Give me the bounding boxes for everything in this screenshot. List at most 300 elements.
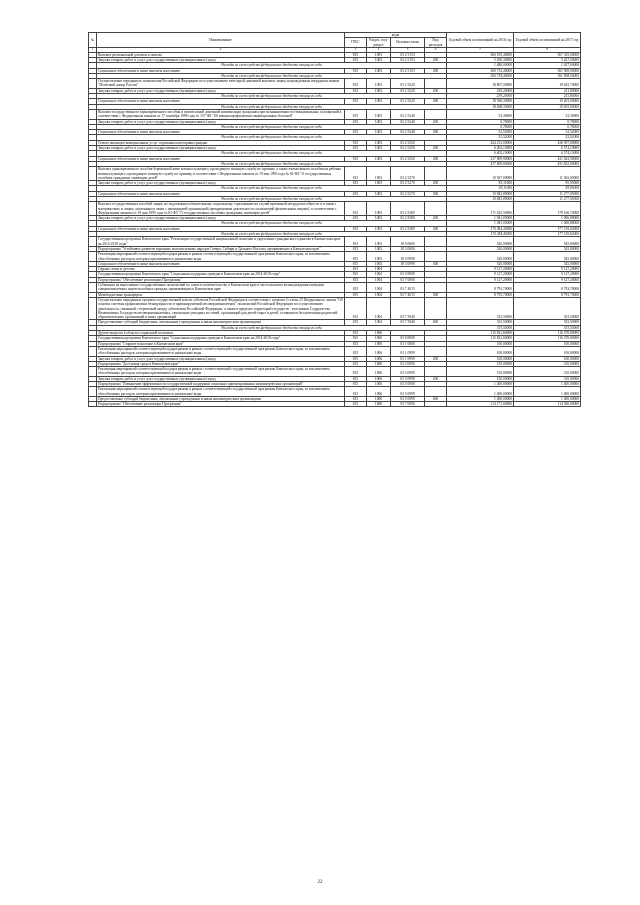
target-cell: 03 3 0999 (391, 376, 425, 381)
name-cell: Осуществление переданных органам государственной власти субъектов Российской Федерации в соответствии с пунктом 3 статьи 25 Федерального закона "Об основах системы профилактики безнадзорности и правонарушений несовершеннолетних" полномочий Российской Федерации по осуществлению деятельности, связанной с перевозкой между субъектами Российской Федерации, а также в пределах территорий государств - участников Содружества Независимых Государств несовершеннолетних, самовольно ушедших из семей, организаций для детей-сирот и детей, оставшихся без попечения родителей, образовательных организаций и иных организаций (98, 297, 343, 320)
amount-2016-cell: 9 127,20000 (447, 267, 514, 272)
row-number-cell (89, 237, 97, 247)
grbs-cell: 815 (345, 88, 367, 93)
amount-2017-cell: 85,95000 (514, 181, 581, 186)
target-cell: 03 2 5220 (391, 88, 425, 93)
amount-2017-cell: 310,00000 (514, 367, 581, 377)
name-cell: Подпрограмма "Доступная среда в Камчатском крае" (97, 361, 345, 366)
name-cell: Выплата государственного единовременного пособия и ежемесячной денежной компенсации гражданам при возникновении поствакцинальных осложнений в соответствии с Федеральным законом от 17 сентября 1998 года № 157-ФЗ "Об иммунопрофилактике инфекционных болезней" (97, 109, 345, 119)
grbs-cell: 815 (345, 396, 367, 401)
amount-2016-cell: 5 450,30000 (447, 57, 514, 62)
table-row (89, 346, 581, 356)
section-cell: 1006 (367, 341, 391, 346)
grbs-cell: 815 (345, 130, 367, 135)
table-row (89, 202, 581, 216)
vid-cell (425, 252, 447, 262)
amount-2017-cell: 8 793,70000 (514, 292, 581, 297)
vid-cell: 200 (425, 146, 447, 151)
grbs-cell: 815 (345, 387, 367, 397)
amount-2017-cell: 1 400,00000 (514, 396, 581, 401)
amount-2017-cell: 11 277,05000 (514, 197, 581, 202)
grbs-cell: 815 (345, 261, 367, 266)
name-cell: Подпрограмма "Обеспечение реализации Программы" (97, 402, 345, 407)
section-cell: 1006 (367, 396, 391, 401)
section-cell: 1003 (367, 119, 391, 124)
name-cell: Социальное обеспечение и иные выплаты населению (97, 99, 345, 104)
target-cell: 03 7 4015 (391, 283, 425, 293)
budget-document (88, 32, 580, 407)
row-number-cell (89, 252, 97, 262)
vid-cell: 200 (425, 119, 447, 124)
target-cell: 03 2 5240 (391, 130, 425, 135)
amount-2017-cell: 9 127,20000 (514, 272, 581, 277)
vid-cell: 200 (425, 88, 447, 93)
header-section: Раздел, под-раздел (367, 38, 391, 48)
column-number: 1 (89, 47, 97, 52)
target-cell: 03 2 5270 (391, 191, 425, 196)
section-cell: 1006 (367, 376, 391, 381)
amount-2017-cell: 9 127,20000 (514, 267, 581, 272)
table-row (89, 402, 581, 407)
column-number: 4 (367, 47, 391, 52)
row-number-cell (89, 79, 97, 89)
name-cell: Закупка товаров, работ и услуг для государственных (муниципальных) нужд (97, 216, 345, 221)
section-cell: 1004 (367, 272, 391, 277)
target-cell: 03 2 5240 (391, 109, 425, 119)
amount-2017-cell: 1 427,00000 (514, 63, 581, 68)
target-cell: 18 3 0999 (391, 261, 425, 266)
section-cell: 1004 (367, 292, 391, 297)
section-cell: 1006 (367, 331, 391, 336)
section-cell: 1003 (367, 52, 391, 57)
amount-2016-cell: 83,11000 (447, 186, 514, 191)
section-cell: 1004 (367, 267, 391, 272)
section-cell: 1003 (367, 79, 391, 89)
amount-2017-cell: 52,52000 (514, 130, 581, 135)
target-cell: 03 2 5270 (391, 167, 425, 181)
target-cell: 18 3 0999 (391, 252, 425, 262)
amount-2017-cell: 333,50000 (514, 320, 581, 325)
amount-2016-cell: 360 734,40000 (447, 68, 514, 73)
target-cell: 03 5 0999 (391, 396, 425, 401)
vid-cell (425, 283, 447, 293)
amount-2017-cell: 19 403,90000 (514, 104, 581, 109)
vid-cell (425, 79, 447, 89)
note-cell: Расходы за счет средств федерального бюджета текущего года (97, 221, 447, 226)
name-cell: Социальное обеспечение и иные выплаты населению (97, 68, 345, 73)
name-cell: Выплата региональной доплаты к пенсии (97, 52, 345, 57)
header-name: Наименование (97, 33, 345, 48)
name-cell: Подпрограмма "Устойчивое развитие коренных малочисленных народов Севера, Сибири и Дальнего Востока, проживающих в Камчатском крае" (97, 246, 345, 251)
amount-2017-cell: 438 397,00000 (514, 140, 581, 145)
name-cell: Выплата государственных пособий лицам, не подлежащим обязательному социальному страхованию на случай временной нетрудоспособности и в связи с материнством, и лицам, уволенным в связи с ликвидацией организаций (прекращением деятельности, полномочий физическими лицами), в соответствии с Федеральным законом от 19 мая 1995 года № 81-ФЗ "О государственных пособиях гражданам, имеющим детей" (97, 202, 345, 216)
name-cell: Закупка товаров, работ и услуг для государственных (муниципальных) нужд (97, 57, 345, 62)
amount-2016-cell: 417 809,90000 (447, 156, 514, 161)
amount-2016-cell: 10 927,00000 (447, 167, 514, 181)
amount-2017-cell: 545,00000 (514, 261, 581, 266)
section-cell: 1003 (367, 237, 391, 247)
vid-cell: 300 (425, 99, 447, 104)
vid-cell (425, 202, 447, 216)
grbs-cell: 815 (345, 181, 367, 186)
name-cell: Межбюджетные трансферты (97, 292, 345, 297)
section-cell: 1004 (367, 320, 391, 325)
section-cell: 1006 (367, 346, 391, 356)
amount-2017-cell: 5 427,00000 (514, 57, 581, 62)
vid-cell (425, 167, 447, 181)
grbs-cell: 815 (345, 237, 367, 247)
amount-2016-cell: 520,00000 (447, 252, 514, 262)
table-row (89, 252, 581, 262)
amount-2017-cell: 114 568,00000 (514, 402, 581, 407)
amount-2017-cell: 9 127,20000 (514, 277, 581, 282)
vid-cell: 300 (425, 156, 447, 161)
amount-2016-cell: 10 843,89000 (447, 191, 514, 196)
amount-2016-cell: 53,30000 (447, 109, 514, 119)
header-target: Целевая статья (391, 38, 425, 48)
column-number: 5 (391, 47, 425, 52)
vid-cell: 300 (425, 191, 447, 196)
grbs-cell: 815 (345, 167, 367, 181)
vid-cell: 500 (425, 292, 447, 297)
section-cell: 1003 (367, 68, 391, 73)
target-cell: 03 2 5153 (391, 52, 425, 57)
target-cell: 03 5 0000 (391, 381, 425, 386)
section-cell: 1006 (367, 402, 391, 407)
target-cell: 03 0 0000 (391, 336, 425, 341)
name-cell: Другие вопросы в области социальной политики (97, 331, 345, 336)
column-number: 2 (97, 47, 345, 52)
amount-2016-cell: 1 400,00000 (447, 396, 514, 401)
amount-2016-cell: 100,00000 (447, 341, 514, 346)
note-cell: Расходы за счет средств федерального бюджета текущего года (97, 124, 447, 129)
target-cell: 03 3 0999 (391, 367, 425, 377)
amount-2016-cell: 100,00000 (447, 346, 514, 356)
grbs-cell: 815 (345, 252, 367, 262)
name-cell: Закупка товаров, работ и услуг для государственных (муниципальных) нужд (97, 146, 345, 151)
grbs-cell: 815 (345, 99, 367, 104)
row-number-cell (89, 402, 97, 407)
name-cell: Закупка товаров, работ и услуг для государственных (муниципальных) нужд (97, 119, 345, 124)
note-cell: Расходы за счет средств федерального бюджета текущего года (97, 232, 447, 237)
grbs-cell: 815 (345, 191, 367, 196)
target-cell: 03 2 5220 (391, 99, 425, 104)
section-cell: 1003 (367, 167, 391, 181)
vid-cell: 300 (425, 261, 447, 266)
amount-2017-cell: 19 625,70000 (514, 79, 581, 89)
amount-2016-cell: 1 041,05000 (447, 216, 514, 221)
column-number: 7 (447, 47, 514, 52)
amount-2016-cell: 171 425,50000 (447, 202, 514, 216)
amount-2017-cell: 100,00000 (514, 346, 581, 356)
amount-2016-cell: 239,20000 (447, 88, 514, 93)
amount-2017-cell: 19 403,90000 (514, 99, 581, 104)
name-cell: Субвенции на выполнение государственных полномочий по опеке и попечительству в Камчатском крае в части выплаты вознаграждения опекунам совершеннолетних недееспособных граждан, проживающим в Камчатском крае (97, 283, 345, 293)
vid-cell: 200 (425, 57, 447, 62)
amount-2016-cell: 424 212,00000 (447, 140, 514, 145)
amount-2016-cell: 170 384,45000 (447, 226, 514, 231)
budget-table (88, 32, 581, 407)
amount-2016-cell: 18 568,30000 (447, 104, 514, 109)
amount-2016-cell: 1 041,05000 (447, 221, 514, 226)
vid-cell (425, 297, 447, 319)
section-cell: 1006 (367, 361, 391, 366)
amount-2016-cell: 239,20000 (447, 94, 514, 99)
target-cell: 03 7 0000 (391, 402, 425, 407)
row-number-cell (89, 297, 97, 319)
amount-2016-cell: 8 793,70000 (447, 292, 514, 297)
target-cell: 03 1 0000 (391, 341, 425, 346)
target-cell: 03 7 4015 (391, 292, 425, 297)
vid-cell: 200 (425, 376, 447, 381)
vid-cell: 300 (425, 226, 447, 231)
vid-cell: 600 (425, 396, 447, 401)
target-cell: 03 7 0000 (391, 277, 425, 282)
amount-2016-cell: 333,50000 (447, 325, 514, 330)
amount-2017-cell: 310,00000 (514, 361, 581, 366)
grbs-cell: 815 (345, 79, 367, 89)
grbs-cell: 815 (345, 119, 367, 124)
header-grbs: ГРБС (345, 38, 367, 48)
section-cell: 1003 (367, 156, 391, 161)
amount-2016-cell: 18 807,50000 (447, 79, 514, 89)
amount-2017-cell: 100,00000 (514, 341, 581, 346)
name-cell: Оплата жилищно-коммунальных услуг отдельным категориям граждан (97, 140, 345, 145)
grbs-cell: 815 (345, 361, 367, 366)
amount-2017-cell: 545,00000 (514, 237, 581, 247)
grbs-cell: 815 (345, 140, 367, 145)
note-cell: Расходы за счет средств федерального бюджета текущего года (97, 94, 447, 99)
amount-2017-cell: 361 908,00000 (514, 73, 581, 78)
name-cell: Социальное обеспечение и иные выплаты населению (97, 156, 345, 161)
name-cell: Предоставление субсидий бюджетным, автономным учреждениям и иным некоммерческим организациям (97, 320, 345, 325)
section-cell: 1003 (367, 202, 391, 216)
grbs-cell: 815 (345, 356, 367, 361)
target-cell: 03 2 5240 (391, 119, 425, 124)
section-cell: 1003 (367, 99, 391, 104)
amount-2017-cell: 11 363,00000 (514, 167, 581, 181)
amount-2016-cell: 115 821,60000 (447, 336, 514, 341)
grbs-cell: 815 (345, 202, 367, 216)
note-cell: Расходы за счет средств федерального бюджета текущего года (97, 135, 447, 140)
amount-2016-cell: 52,52000 (447, 130, 514, 135)
amount-2017-cell: 11 277,05000 (514, 191, 581, 196)
target-cell: 03 2 5153 (391, 68, 425, 73)
note-cell: Расходы за счет средств федерального бюджета текущего года (97, 197, 447, 202)
section-cell: 1006 (367, 367, 391, 377)
amount-2016-cell: 150,00000 (447, 367, 514, 377)
column-number: 6 (425, 47, 447, 52)
amount-2017-cell: 100,00000 (514, 356, 581, 361)
amount-2017-cell: 53,30000 (514, 109, 581, 119)
table-row (89, 367, 581, 377)
name-cell: Реализация мероприятий соответствующей подпрограммы в рамках соответствующей государственной программы Камчатского края, за исключением обособленных расходов, которым присваиваются уникальные коды (97, 252, 345, 262)
vid-cell (425, 402, 447, 407)
target-cell: 03 2 5380 (391, 226, 425, 231)
grbs-cell: 815 (345, 146, 367, 151)
amount-2016-cell: 150,00000 (447, 376, 514, 381)
name-cell: Подпрограмма "Обеспечение реализации Программы" (97, 277, 345, 282)
vid-cell: 300 (425, 68, 447, 73)
amount-2016-cell: 1 400,00000 (447, 387, 514, 397)
grbs-cell: 815 (345, 277, 367, 282)
amount-2016-cell: 520,00000 (447, 261, 514, 266)
target-cell: 03 1 0999 (391, 346, 425, 356)
grbs-cell: 815 (345, 272, 367, 277)
vid-cell (425, 237, 447, 247)
row-number-cell (89, 346, 97, 356)
grbs-cell: 815 (345, 292, 367, 297)
table-row (89, 237, 581, 247)
name-cell: Социальное обеспечение и иные выплаты населению (97, 191, 345, 196)
amount-2017-cell: 52,52000 (514, 135, 581, 140)
target-cell: 03 2 5250 (391, 146, 425, 151)
name-cell: Закупка товаров, работ и услуг для государственных (муниципальных) нужд (97, 88, 345, 93)
amount-2016-cell: 9 127,20000 (447, 277, 514, 282)
amount-2017-cell: 367 335,00000 (514, 52, 581, 57)
note-cell: Расходы за счет средств федерального бюджета текущего года (97, 104, 447, 109)
amount-2016-cell: 170 384,45000 (447, 232, 514, 237)
target-cell: 03 7 5940 (391, 320, 425, 325)
amount-2017-cell: 116 378,00000 (514, 336, 581, 341)
grbs-cell: 815 (345, 68, 367, 73)
amount-2016-cell: 150,00000 (447, 361, 514, 366)
amount-2017-cell: 333,50000 (514, 297, 581, 319)
amount-2016-cell: 520,00000 (447, 237, 514, 247)
amount-2016-cell: 366 185,40000 (447, 52, 514, 57)
amount-2016-cell: 6 402,10000 (447, 151, 514, 156)
row-number-cell (89, 367, 97, 377)
grbs-cell: 815 (345, 320, 367, 325)
grbs-cell: 815 (345, 346, 367, 356)
vid-cell: 300 (425, 130, 447, 135)
amount-2017-cell: 1 400,00000 (514, 381, 581, 386)
vid-cell (425, 346, 447, 356)
name-cell: Социальное обеспечение и иные выплаты населению (97, 261, 345, 266)
amount-2016-cell: 83,11000 (447, 181, 514, 186)
amount-2016-cell: 115 821,60000 (447, 331, 514, 336)
note-cell: Расходы за счет средств федерального бюджета текущего года (97, 73, 447, 78)
target-cell: 03 7 5940 (391, 297, 425, 319)
amount-2017-cell: 333,50000 (514, 325, 581, 330)
name-cell: Предоставление субсидий бюджетным, автономным учреждениям и иным некоммерческим организациям (97, 396, 345, 401)
section-cell: 1004 (367, 277, 391, 282)
name-cell: Реализация мероприятий соответствующей подпрограммы в рамках соответствующей государственной программы Камчатского края, за исключением обособленных расходов, которым присваиваются уникальные коды (97, 346, 345, 356)
section-cell: 1003 (367, 140, 391, 145)
section-cell: 1003 (367, 109, 391, 119)
name-cell: Охрана семьи и детства (97, 267, 345, 272)
note-cell: Расходы за счет средств федерального бюджета текущего года (97, 63, 447, 68)
grbs-cell: 815 (345, 156, 367, 161)
name-cell: Государственная программа Камчатского края "Социальная поддержка граждан в Камчатском крае на 2014-2018 годы" (97, 272, 345, 277)
vid-cell: 600 (425, 320, 447, 325)
amount-2016-cell: 1 486,00000 (447, 63, 514, 68)
amount-2017-cell: 211,80000 (514, 88, 581, 93)
name-cell: Социальное обеспечение и иные выплаты населению (97, 226, 345, 231)
section-cell: 1003 (367, 261, 391, 266)
amount-2016-cell: 0,78000 (447, 124, 514, 129)
target-cell: 03 2 5380 (391, 202, 425, 216)
amount-2017-cell: 177 159,82000 (514, 226, 581, 231)
amount-2017-cell: 361 908,00000 (514, 68, 581, 73)
amount-2017-cell: 431 822,90000 (514, 156, 581, 161)
row-number-cell (89, 167, 97, 181)
grbs-cell: 815 (345, 283, 367, 293)
page-number: 22 (317, 880, 323, 885)
name-cell: Закупка товаров, работ и услуг для государственных (муниципальных) нужд (97, 356, 345, 361)
amount-2016-cell: 417 809,90000 (447, 161, 514, 166)
grbs-cell: 815 (345, 267, 367, 272)
amount-2017-cell: 6 574,10000 (514, 146, 581, 151)
amount-2016-cell: 6 402,10000 (447, 146, 514, 151)
section-cell: 1003 (367, 191, 391, 196)
amount-2016-cell: 0,78000 (447, 119, 514, 124)
note-cell: Расходы за счет средств федерального бюджета текущего года (97, 325, 447, 330)
header-no: № (89, 33, 97, 48)
table-body (89, 52, 581, 407)
grbs-cell: 815 (345, 331, 367, 336)
name-cell: Закупка товаров, работ и услуг для государственных (муниципальных) нужд (97, 181, 345, 186)
grbs-cell: 815 (345, 367, 367, 377)
amount-2017-cell: 0,78000 (514, 119, 581, 124)
vid-cell (425, 109, 447, 119)
section-cell: 1003 (367, 226, 391, 231)
target-cell: 03 3 0000 (391, 361, 425, 366)
name-cell: Закупка товаров, работ и услуг для государственных (муниципальных) нужд (97, 376, 345, 381)
section-cell: 1006 (367, 356, 391, 361)
grbs-cell: 815 (345, 216, 367, 221)
table-row (89, 79, 581, 89)
grbs-cell: 815 (345, 52, 367, 57)
name-cell: Выплата единовременного пособия беременной жене военнослужащего, проходящего военную службу по призыву, а также ежемесячного пособия на ребенка военнослужащего, проходящего военную службу по призыву, в соответствии с Федеральным законом от 19 мая 1995 года № 81-ФЗ "О государственных пособиях гражданам, имеющим детей" (97, 167, 345, 181)
section-cell: 1003 (367, 216, 391, 221)
amount-2016-cell: 114 171,60000 (447, 402, 514, 407)
table-row (89, 167, 581, 181)
amount-2016-cell: 52,52000 (447, 135, 514, 140)
amount-2017-cell: 211,80000 (514, 94, 581, 99)
section-cell: 1006 (367, 381, 391, 386)
amount-2017-cell: 1 006,88000 (514, 221, 581, 226)
grbs-cell: 815 (345, 381, 367, 386)
name-cell: Осуществление переданного полномочия Российской Федерации по осуществлению ежегодной денежной выплаты лицам, награжденным нагрудным знаком "Почетный донор России" (97, 79, 345, 89)
target-cell: 03 1 0999 (391, 356, 425, 361)
column-number: 8 (514, 47, 581, 52)
grbs-cell: 815 (345, 376, 367, 381)
amount-2017-cell: 8 793,70000 (514, 283, 581, 293)
grbs-cell: 815 (345, 109, 367, 119)
header-vid: Вид расходов (425, 38, 447, 48)
grbs-cell: 815 (345, 226, 367, 231)
amount-2016-cell: 520,00000 (447, 246, 514, 251)
section-cell: 1003 (367, 57, 391, 62)
amount-2017-cell: 1 400,00000 (514, 387, 581, 397)
target-cell: 03 2 5380 (391, 216, 425, 221)
amount-2016-cell: 100,00000 (447, 356, 514, 361)
section-cell: 1004 (367, 297, 391, 319)
vid-cell: 200 (425, 356, 447, 361)
amount-2017-cell: 177 159,82000 (514, 232, 581, 237)
amount-2017-cell: 545,00000 (514, 252, 581, 262)
amount-2017-cell: 545,00000 (514, 246, 581, 251)
note-cell: Расходы за счет средств федерального бюджета текущего года (97, 151, 447, 156)
section-cell: 1004 (367, 283, 391, 293)
amount-2017-cell: 178 166,70000 (514, 202, 581, 216)
section-cell: 1006 (367, 387, 391, 397)
amount-2016-cell: 333,50000 (447, 320, 514, 325)
note-cell: Расходы за счет средств федерального бюджета текущего года (97, 186, 447, 191)
note-cell: Расходы за счет средств федерального бюджета текущего года (97, 161, 447, 166)
name-cell: Реализация мероприятий соответствующей подпрограммы в рамках соответствующей государственной программы Камчатского края, за исключением обособленных расходов, которым присваиваются уникальные коды (97, 367, 345, 377)
